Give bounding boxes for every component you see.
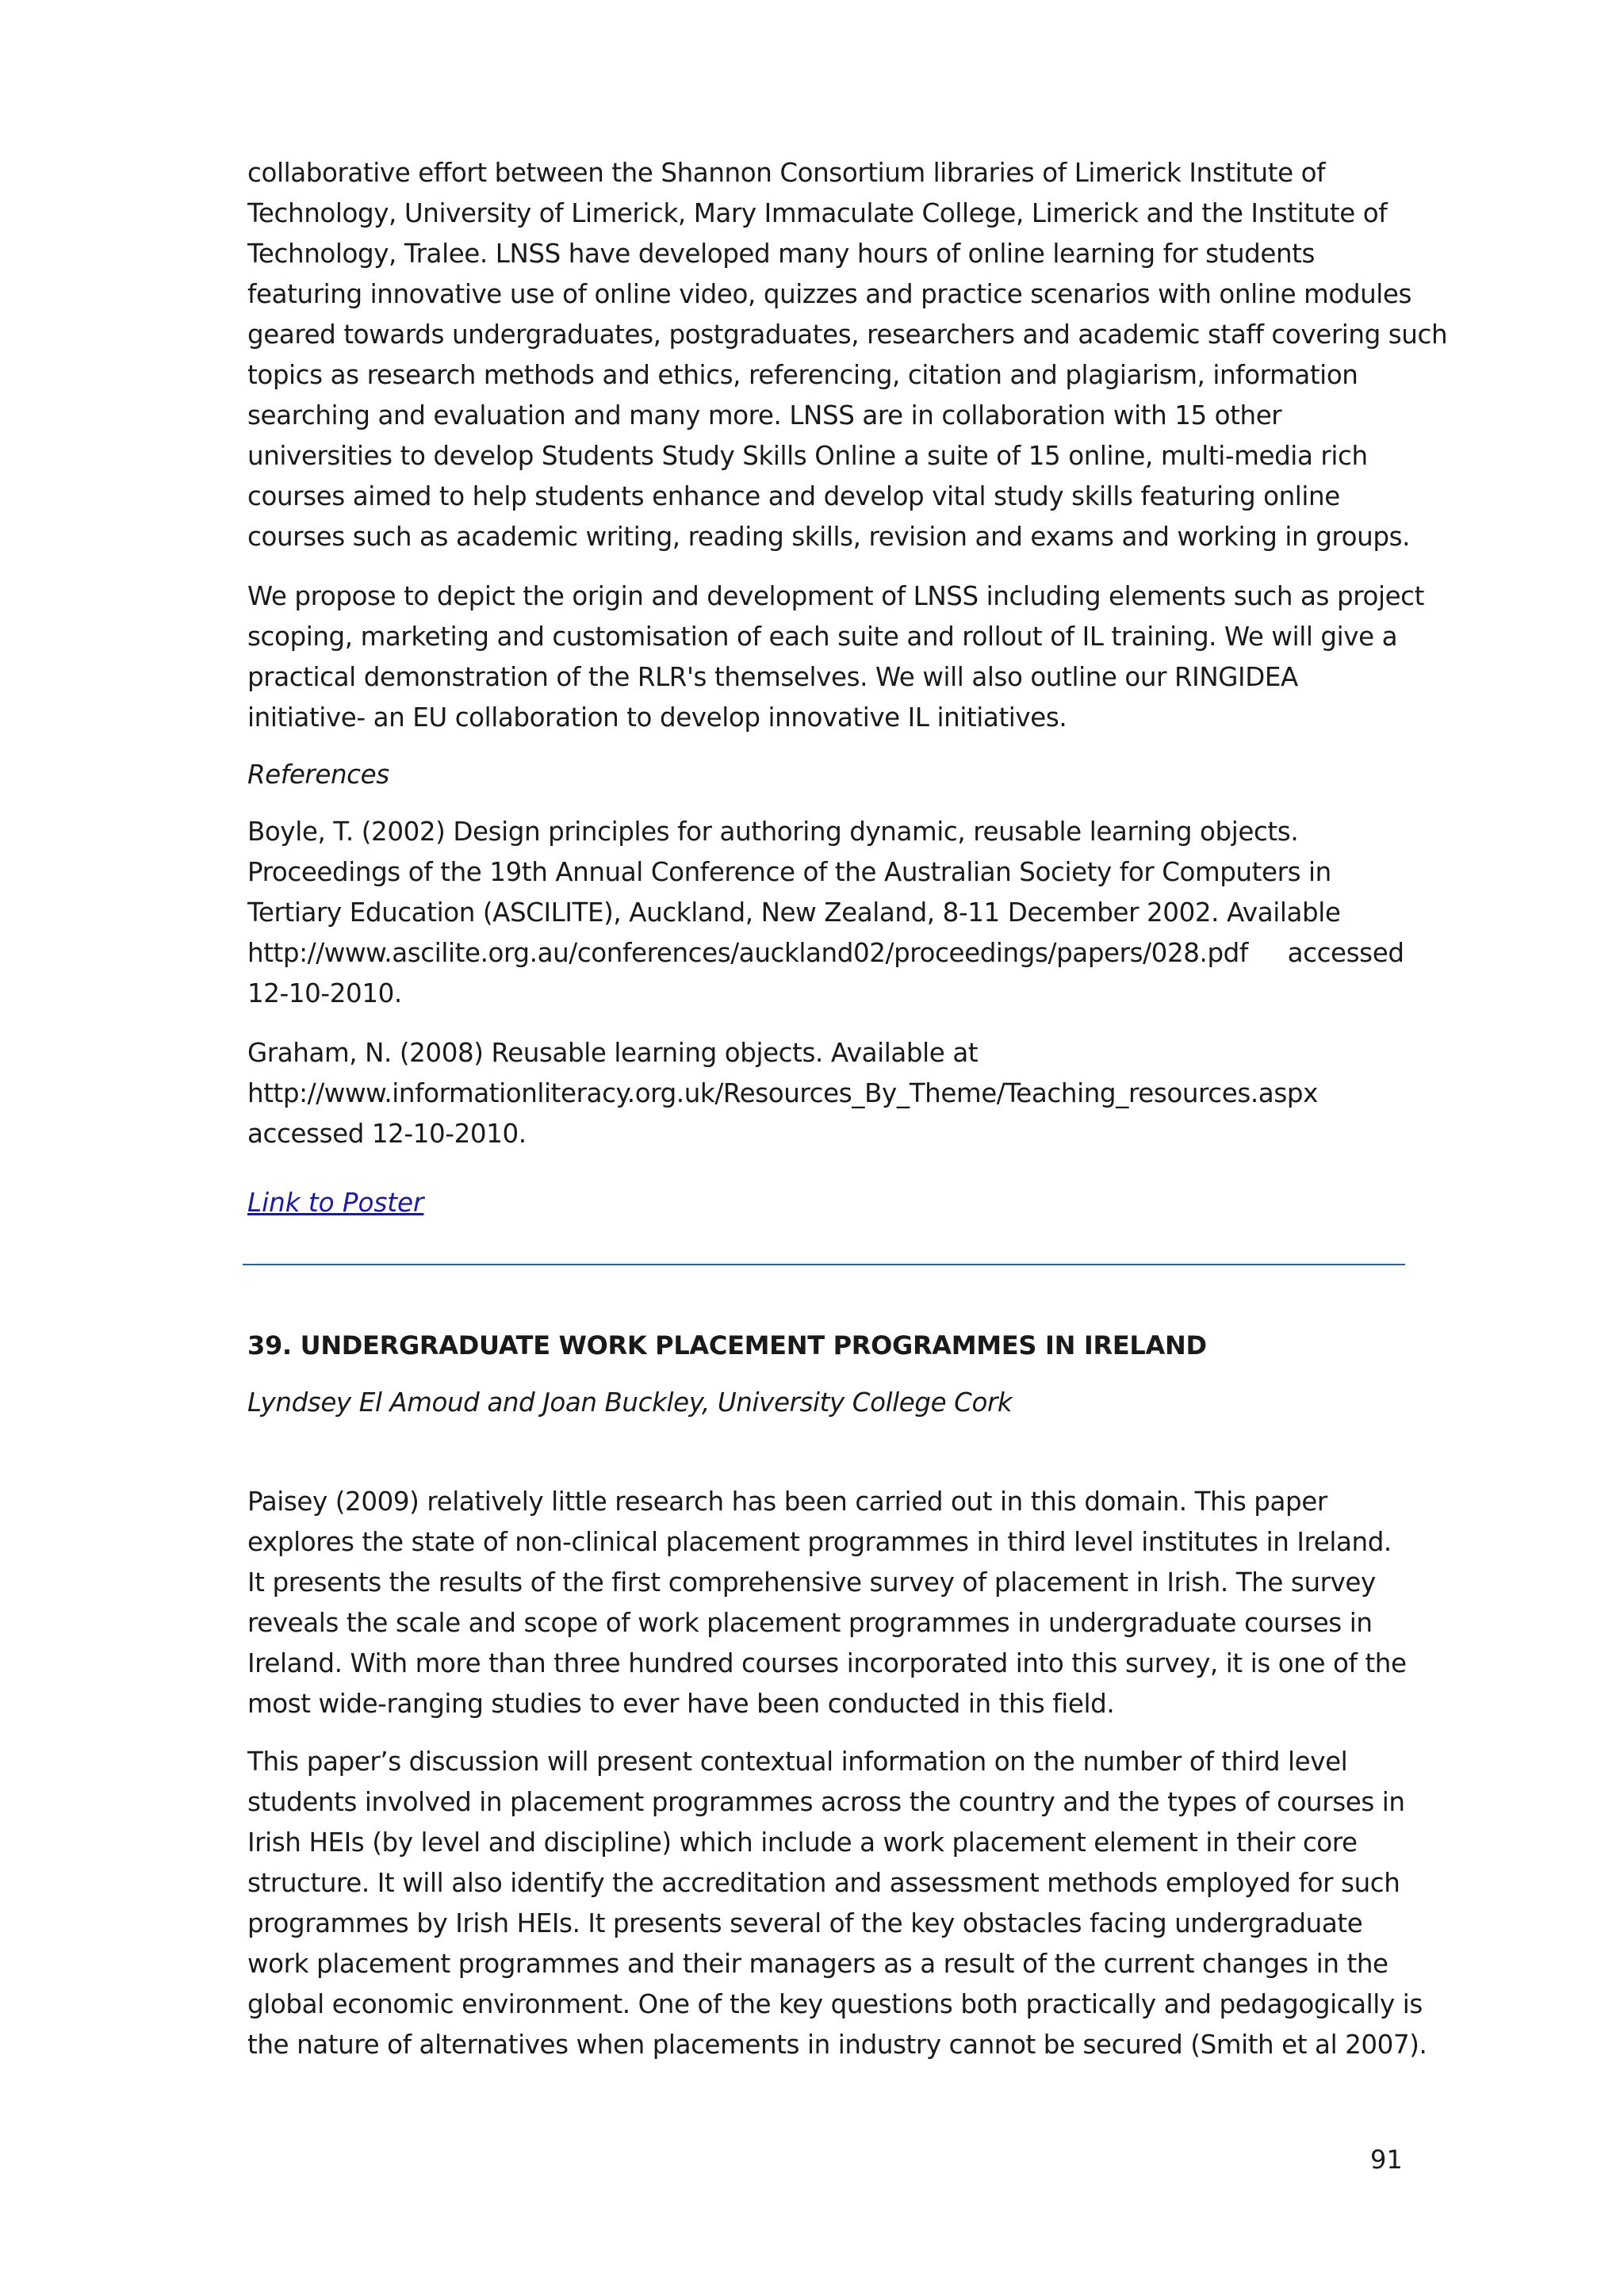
references-heading: References <box>247 760 389 790</box>
section-paragraph-2-text <box>247 1742 1427 2065</box>
text-line: accessed 12-10-2010. <box>247 1119 527 1149</box>
section-paragraph-1 <box>247 1482 1405 1724</box>
text-line: practical demonstration of the RLR's themselves. We will also outline our RINGIDEA <box>247 662 1298 692</box>
reference-boyle <box>247 812 1405 1014</box>
section-paragraph-1-text <box>247 1482 1405 1724</box>
text-line: the nature of alternatives when placements in industry cannot be secured (Smith et al 2007). <box>247 2030 1427 2060</box>
text-line: Tertiary Education (ASCILITE), Auckland, New Zealand, 8-11 December 2002. Available <box>247 897 1341 928</box>
text-line: scoping, marketing and customisation of each suite and rollout of IL training. We will give a <box>247 622 1398 652</box>
text-line: featuring innovative use of online video, quizzes and practice scenarios with online modules <box>247 279 1412 309</box>
text-line: work placement programmes and their managers as a result of the current changes in the <box>247 1949 1388 1979</box>
text-line: Technology, Tralee. LNSS have developed many hours of online learning for students <box>247 239 1316 269</box>
reference-graham <box>247 1033 1405 1154</box>
text-line: collaborative effort between the Shannon Consortium libraries of Limerick Institute of <box>247 158 1326 188</box>
section-paragraph-2 <box>247 1742 1427 2065</box>
text-line: This paper’s discussion will present contextual information on the number of third level <box>247 1747 1348 1777</box>
text-line: global economic environment. One of the key questions both practically and pedagogically is <box>247 1989 1423 2019</box>
text-line: 12-10-2010. <box>247 978 402 1008</box>
text-line: Proceedings of the 19th Annual Conference of the Australian Society for Computers in <box>247 857 1331 887</box>
text-line: http://www.informationliteracy.org.uk/Resources_By_Theme/Teaching_resources.aspx <box>247 1078 1318 1108</box>
text-line: topics as research methods and ethics, referencing, citation and plagiarism, information <box>247 360 1358 390</box>
text-line: students involved in placement programmes across the country and the types of courses in <box>247 1787 1405 1817</box>
references-heading-block <box>247 755 1405 795</box>
intro-text <box>247 153 1448 557</box>
text-line: initiative- an EU collaboration to develop innovative IL initiatives. <box>247 702 1067 733</box>
text-line: Boyle, T. (2002) Design principles for authoring dynamic, reusable learning objects. <box>247 817 1299 847</box>
text-line: reveals the scale and scope of work placement programmes in undergraduate courses in <box>247 1608 1373 1638</box>
link-to-poster[interactable]: Link to Poster <box>247 1188 424 1218</box>
section-divider <box>243 1264 1405 1265</box>
text-line: Irish HEIs (by level and discipline) which include a work placement element in their core <box>247 1827 1358 1858</box>
text-line: It presents the results of the first comprehensive survey of placement in Irish. The survey <box>247 1567 1376 1598</box>
text-line: http://www.ascilite.org.au/conferences/auckland02/proceedings/papers/028.pdf accessed <box>247 938 1404 968</box>
intro-paragraph <box>247 153 1448 557</box>
page-number: 91 <box>1370 2145 1403 2175</box>
section-heading: 39. UNDERGRADUATE WORK PLACEMENT PROGRAMMES IN IRELAND <box>247 1330 1207 1360</box>
text-line: We propose to depict the origin and development of LNSS including elements such as project <box>247 581 1424 611</box>
poster-link-block <box>247 1188 1405 1218</box>
text-line: universities to develop Students Study Skills Online a suite of 15 online, multi-media rich <box>247 441 1368 471</box>
reference-boyle-text <box>247 812 1405 1014</box>
text-line: explores the state of non-clinical placement programmes in third level institutes in Ireland. <box>247 1527 1392 1557</box>
text-line: searching and evaluation and many more. LNSS are in collaboration with 15 other <box>247 400 1282 430</box>
text-line: structure. It will also identify the accreditation and assessment methods employed for such <box>247 1868 1400 1898</box>
section-heading-block <box>247 1326 1405 1366</box>
text-line: Technology, University of Limerick, Mary Immaculate College, Limerick and the Institute of <box>247 198 1388 228</box>
text-line: geared towards undergraduates, postgraduates, researchers and academic staff covering such <box>247 320 1448 350</box>
text-line: most wide-ranging studies to ever have been conducted in this field. <box>247 1689 1115 1719</box>
section-authors-block <box>247 1383 1405 1423</box>
text-line: Graham, N. (2008) Reusable learning objects. Available at <box>247 1038 979 1068</box>
text-line: programmes by Irish HEIs. It presents several of the key obstacles facing undergraduate <box>247 1908 1363 1938</box>
proposal-paragraph <box>247 576 1424 738</box>
text-line: courses aimed to help students enhance and develop vital study skills featuring online <box>247 481 1340 511</box>
text-line: Ireland. With more than three hundred courses incorporated into this survey, it is one of the <box>247 1648 1407 1678</box>
text-line: courses such as academic writing, reading skills, revision and exams and working in groups. <box>247 522 1411 552</box>
text-line: Paisey (2009) relatively little research has been carried out in this domain. This paper <box>247 1487 1327 1517</box>
reference-graham-text <box>247 1033 1405 1154</box>
proposal-text <box>247 576 1424 738</box>
section-authors: Lyndsey El Amoud and Joan Buckley, University College Cork <box>247 1387 1013 1418</box>
